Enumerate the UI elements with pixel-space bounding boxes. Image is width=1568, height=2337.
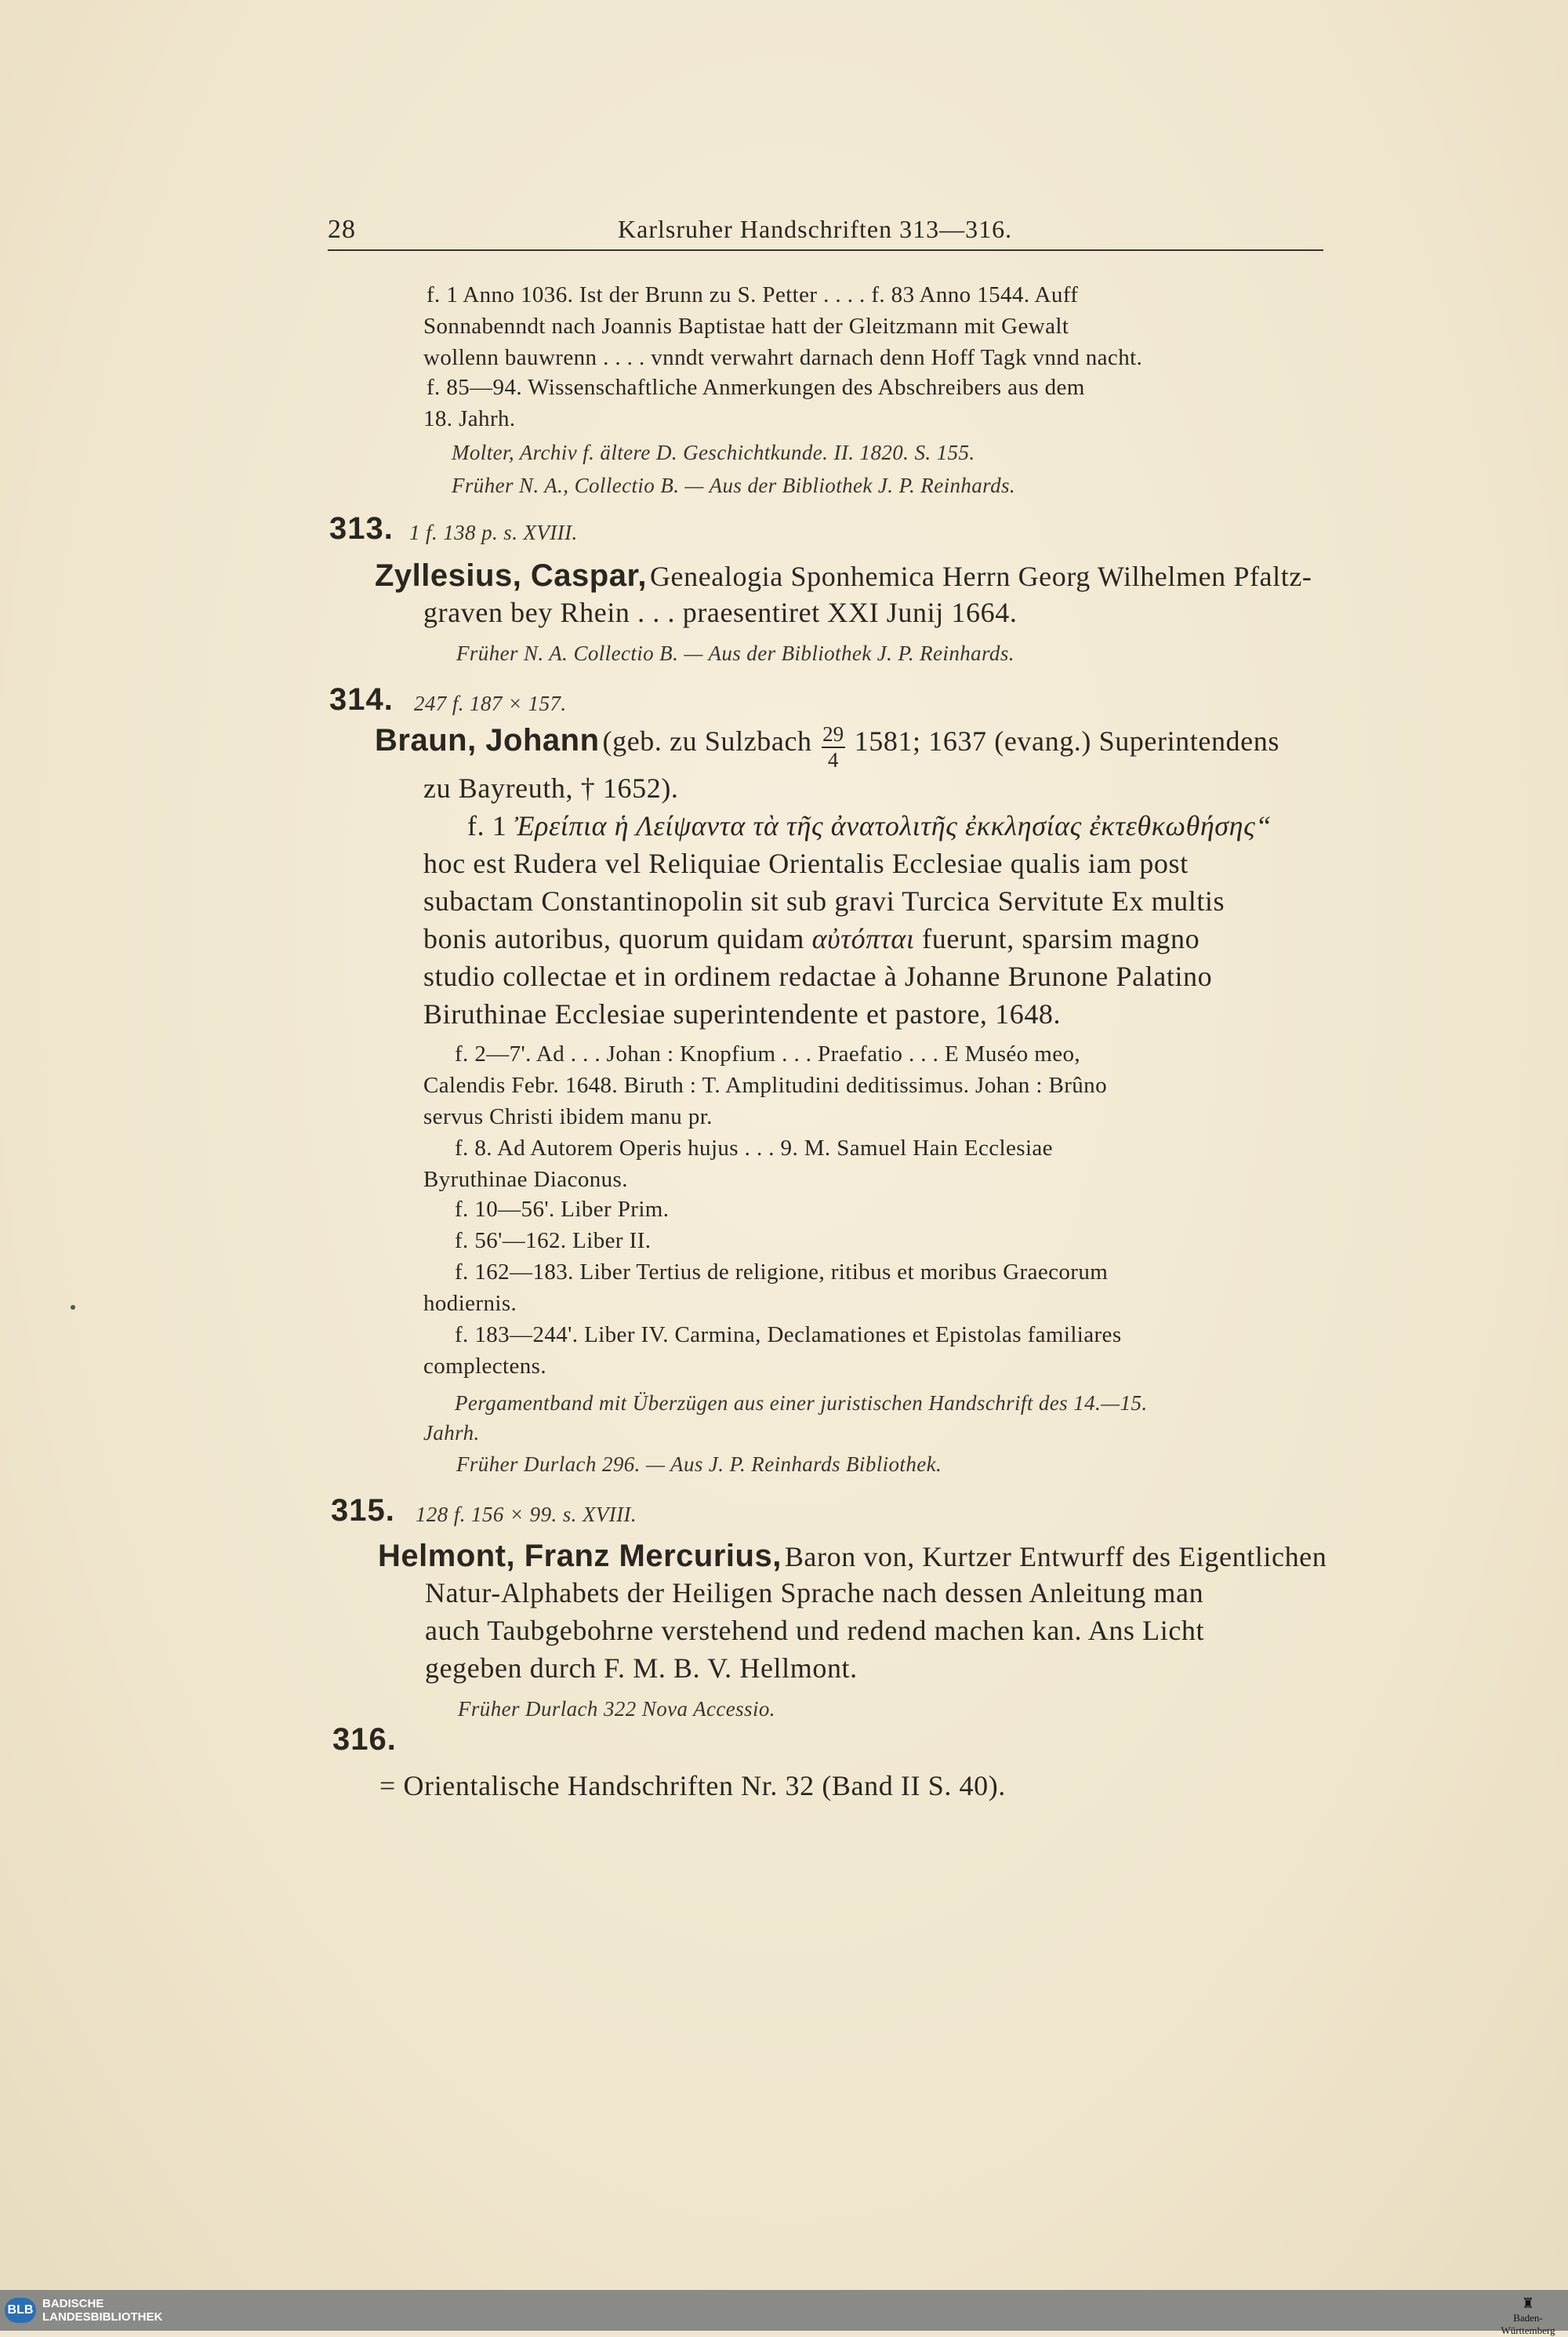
- entry-number: 313.: [329, 511, 394, 546]
- crest-icon: ♜: [1521, 2295, 1535, 2311]
- library-name-line2: LANDESBIBLIOTHEK: [42, 2310, 163, 2324]
- viewer-footer-bar: [0, 2290, 1568, 2336]
- entry-title-line: [375, 558, 1312, 594]
- latin-title-line: studio collectae et in ordinem redactae à Johanne Brunone Palatino: [423, 961, 1213, 992]
- library-name[interactable]: [42, 2297, 162, 2324]
- content-line: complectens.: [423, 1354, 546, 1379]
- entry-meta: 1 f. 138 p. s. XVIII.: [409, 521, 578, 544]
- entry-number: 314.: [329, 682, 394, 717]
- work-title-continued: gegeben durch F. M. B. V. Hellmont.: [425, 1652, 858, 1684]
- margin-speck: [71, 1305, 75, 1310]
- content-line: f. 56'—162. Liber II.: [455, 1228, 652, 1253]
- page-number: 28: [328, 215, 356, 244]
- content-line: Byruthinae Diaconus.: [423, 1167, 628, 1192]
- greek-word: αὐτόπται: [811, 923, 915, 954]
- content-line: Calendis Febr. 1648. Biruth : T. Amplitudini deditissimus. Johan : Brûno: [423, 1073, 1107, 1098]
- work-title-continued: Natur-Alphabets der Heiligen Sprache nach dessen Anleitung man: [425, 1577, 1204, 1608]
- intro-line: f. 85—94. Wissenschaftliche Anmerkungen des Abschreibers aus dem: [426, 375, 1085, 400]
- entry-meta: 128 f. 156 × 99. s. XVIII.: [416, 1503, 637, 1526]
- state-label: Baden-Württemberg: [1501, 2312, 1555, 2336]
- biography-continued: 1581; 1637 (evang.) Superintendens: [854, 725, 1279, 757]
- content-line: f. 162—183. Liber Tertius de religione, ritibus et moribus Graecorum: [455, 1259, 1109, 1285]
- intro-line: 18. Jahrh.: [423, 406, 516, 431]
- binding-note: Pergamentband mit Überzügen aus einer juristischen Handschrift des 14.—15.: [455, 1391, 1148, 1415]
- entry-provenance: Früher Durlach 322 Nova Accessio.: [458, 1697, 775, 1721]
- entry-provenance: Früher N. A. Collectio B. — Aus der Bibliothek J. P. Reinhards.: [456, 641, 1014, 665]
- latin-title-line: hoc est Rudera vel Reliquiae Orientalis Ecclesiae qualis iam post: [423, 848, 1189, 879]
- entry-title-line: [375, 723, 1279, 771]
- running-title: Karlsruher Handschriften 313—316.: [618, 215, 1013, 243]
- latin-title-line: [423, 922, 1200, 955]
- binding-note: Jahrh.: [423, 1421, 480, 1445]
- work-title: Baron von, Kurtzer Entwurff des Eigentlichen: [784, 1541, 1327, 1572]
- greek-title-line: [467, 809, 1272, 842]
- content-line: f. 2—7'. Ad . . . Johan : Knopfium . . . Praefatio . . . E Muséo meo,: [455, 1041, 1081, 1067]
- entry-meta: 247 f. 187 × 157.: [414, 692, 567, 715]
- biography-line2: zu Bayreuth, † 1652).: [423, 772, 679, 804]
- content-line: servus Christi ibidem manu pr.: [423, 1104, 713, 1129]
- fraction-numerator: 29: [822, 722, 844, 747]
- content-line: f. 183—244'. Liber IV. Carmina, Declamationes et Epistolas familiares: [455, 1322, 1122, 1347]
- author-name: Zyllesius, Caspar,: [375, 558, 647, 593]
- content-line: f. 8. Ad Autorem Operis hujus . . . 9. M. Samuel Hain Ecclesiae: [455, 1136, 1053, 1161]
- intro-line: wollenn bauwrenn . . . . vnndt verwahrt darnach denn Hoff Tagk vnnd nacht.: [423, 345, 1143, 370]
- cross-reference: = Orientalische Handschriften Nr. 32 (Band II S. 40).: [379, 1770, 1006, 1801]
- author-name: Braun, Johann: [375, 723, 600, 758]
- greek-title: Ἐρείπια ἡ Λείψαντα τὰ τῆς ἀνατολιτῆς ἐκκλησίας ἐκτεθκωθήσης“: [514, 810, 1272, 841]
- entry-number: 316.: [332, 1722, 397, 1757]
- entry-number: 315.: [331, 1493, 395, 1528]
- entry-provenance: Früher Durlach 296. — Aus J. P. Reinhards Bibliothek.: [456, 1452, 942, 1476]
- fraction-denominator: 4: [827, 748, 839, 772]
- work-title-continued: auch Taubgebohrne verstehend und redend machen kan. Ans Licht: [425, 1615, 1205, 1646]
- latin-title-line: subactam Constantinopolin sit sub gravi Turcica Servitute Ex multis: [423, 885, 1225, 917]
- intro-provenance: Früher N. A., Collectio B. — Aus der Bibliothek J. P. Reinhards.: [452, 474, 1016, 497]
- work-title: Genealogia Sponhemica Herrn Georg Wilhelmen Pfaltz-: [649, 561, 1312, 592]
- biography: (geb. zu Sulzbach: [602, 725, 812, 757]
- intro-reference: Molter, Archiv f. ältere D. Geschichtkunde. II. 1820. S. 155.: [452, 441, 975, 464]
- header-rule: [328, 249, 1323, 251]
- date-fraction: [822, 724, 845, 771]
- content-line: hodiernis.: [423, 1291, 517, 1316]
- blb-logo-icon[interactable]: BLB: [5, 2298, 36, 2323]
- work-title-continued: graven bey Rhein . . . praesentiret XXI Junij 1664.: [423, 597, 1018, 628]
- intro-line: Sonnabenndt nach Joannis Baptistae hatt der Gleitzmann mit Gewalt: [423, 314, 1069, 339]
- latin-text: fuerunt, sparsim magno: [922, 923, 1200, 954]
- latin-text: bonis autoribus, quorum quidam: [423, 923, 804, 954]
- folio-ref: f. 1: [467, 810, 507, 841]
- entry-title-line: [378, 1539, 1327, 1574]
- library-name-line1: BADISCHE: [42, 2297, 104, 2310]
- author-name: Helmont, Franz Mercurius,: [378, 1539, 782, 1573]
- latin-title-line: Biruthinae Ecclesiae superintendente et pastore, 1648.: [423, 998, 1062, 1030]
- running-header: [328, 212, 1323, 249]
- intro-line: f. 1 Anno 1036. Ist der Brunn zu S. Petter . . . . f. 83 Anno 1544. Auff: [426, 282, 1079, 307]
- content-line: f. 10—56'. Liber Prim.: [455, 1197, 670, 1222]
